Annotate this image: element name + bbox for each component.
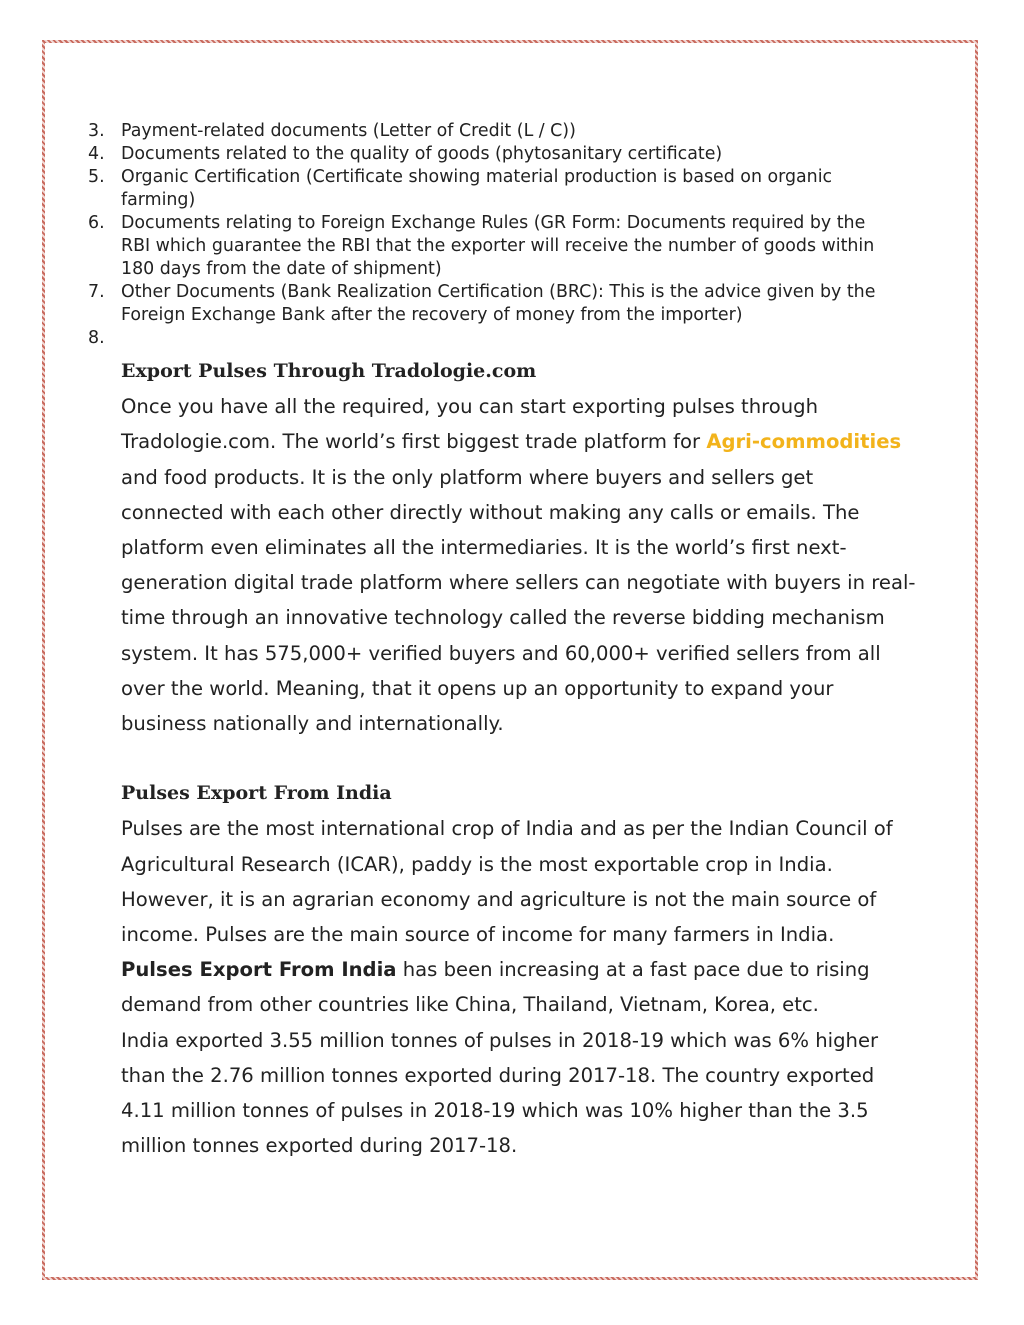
list-item xyxy=(88,143,888,166)
list-text xyxy=(121,327,888,350)
list-text: Payment-related documents (Letter of Credit (L / C)) xyxy=(121,121,576,141)
list-item xyxy=(88,281,888,327)
list-text: Documents relating to Foreign Exchange Rules (GR Form: Documents required by the RBI which guarantee the RBI that the exporter will receive the number of goods within 180 days from the date of shipment) xyxy=(121,213,875,279)
list-number: 3. xyxy=(88,121,105,141)
list-item xyxy=(88,120,888,143)
list-number: 7. xyxy=(88,282,105,302)
documents-list xyxy=(88,120,888,350)
bold-phrase: Pulses Export From India xyxy=(121,958,397,982)
list-number: 8. xyxy=(88,328,105,348)
list-text: Documents related to the quality of goods (phytosanitary certificate) xyxy=(121,144,723,164)
list-item xyxy=(88,327,888,350)
agri-commodities-link[interactable]: Agri-commodities xyxy=(706,430,902,454)
main-content xyxy=(121,354,921,1163)
section-paragraph-tradologie xyxy=(121,389,921,741)
paragraph-gap xyxy=(121,741,921,776)
list-text: Other Documents (Bank Realization Certification (BRC): This is the advice given by the Foreign Exchange Bank after the recovery of money from the importer) xyxy=(121,282,876,325)
list-item xyxy=(88,166,888,212)
paragraph-text: and food products. It is the only platform where buyers and sellers get connected with each other directly without making any calls or emails. The platform even eliminates all the intermediaries. It is the world’s first next-generation digital trade platform where sellers can negotiate with buyers in real-time through an innovative technology called the reverse bidding mechanism system. It has 575,000+ verified buyers and 60,000+ verified sellers from all over the world. Meaning, that it opens up an opportunity to expand your business nationally and internationally. xyxy=(121,465,916,736)
section-paragraph-pulses-growth xyxy=(121,952,921,1022)
section-paragraph-pulses: Pulses are the most international crop of India and as per the Indian Council of Agricultural Research (ICAR), paddy is the most exportable crop in India. However, it is an agrarian economy and agriculture is not the main source of income. Pulses are the main source of income for many farmers in India. xyxy=(121,817,893,947)
paragraph-text: Once you have all the required, you can start exporting pulses through Tradologie.com. The world’s first biggest trade platform for xyxy=(121,395,818,454)
paragraph-text: has been increasing at a fast pace due to rising demand from other countries like China, Thailand, Vietnam, Korea, etc. xyxy=(121,958,870,1017)
section-heading-tradologie: Export Pulses Through Tradologie.com xyxy=(121,360,537,382)
list-number: 6. xyxy=(88,213,105,233)
section-paragraph-export-figures: India exported 3.55 million tonnes of pulses in 2018-19 which was 6% higher than the 2.76 million tonnes exported during 2017-18. The country exported 4.11 million tonnes of pulses in 2018-19 which was 10% higher than the 3.5 million tonnes exported during 2017-18. xyxy=(121,1028,879,1158)
section-heading-pulses-export: Pulses Export From India xyxy=(121,782,392,805)
list-number: 5. xyxy=(88,167,105,187)
list-text: Organic Certification (Certificate showing material production is based on organic farming) xyxy=(121,167,833,210)
list-item xyxy=(88,212,888,281)
list-number: 4. xyxy=(88,144,105,164)
